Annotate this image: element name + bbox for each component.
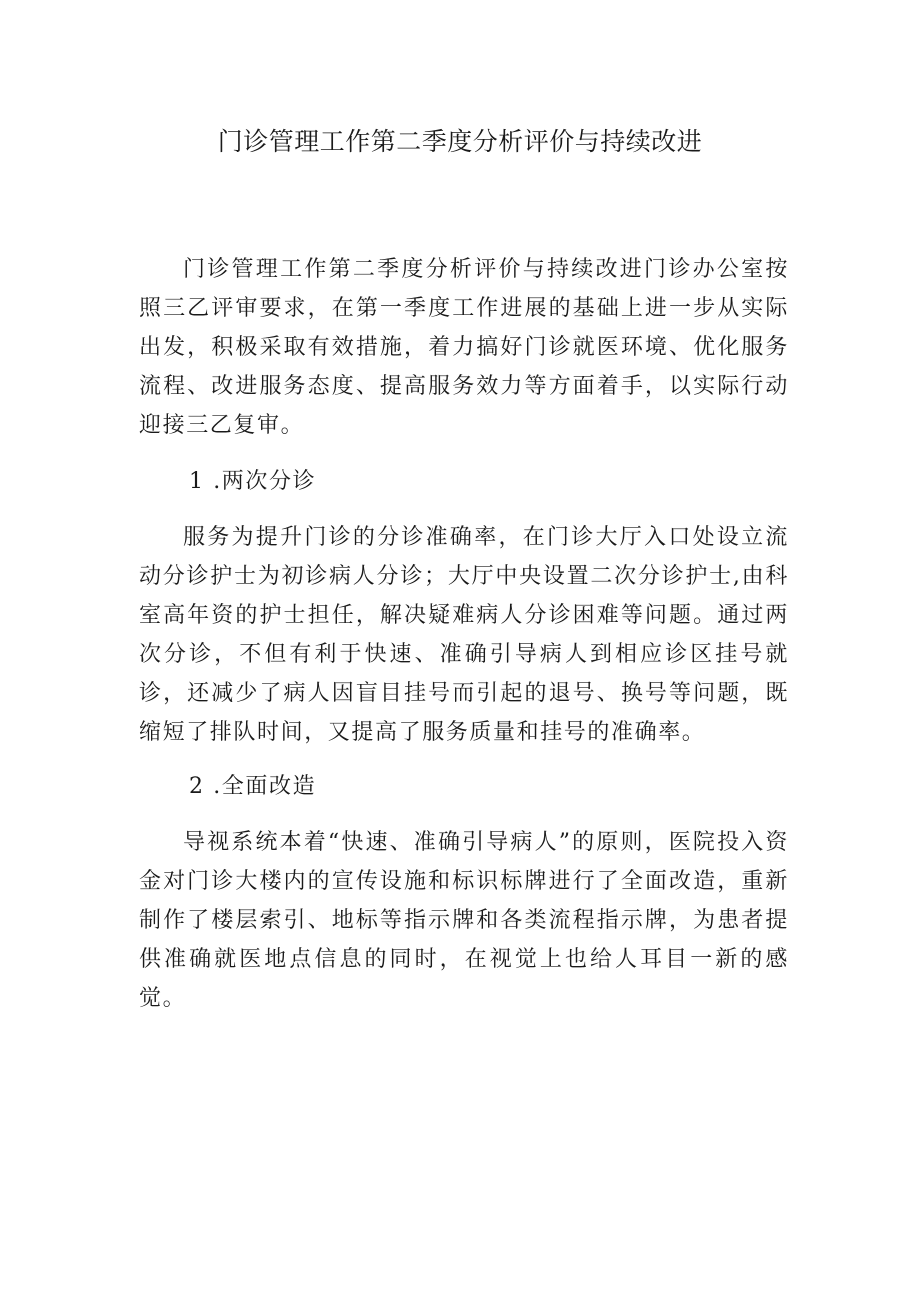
intro-paragraph: 门诊管理工作第二季度分析评价与持续改进门诊办公室按照三乙评审要求，在第一季度工作进展的基础上进一步从实际出发，积极采取有效措施，着力搞好门诊就医环境、优化服务流程、改进服务态度、提高服务效力等方面着手，以实际行动迎接三乙复审。 <box>139 257 789 438</box>
section-heading: 1 .两次分诊 <box>189 469 317 494</box>
section-full-renovation <box>139 767 789 1018</box>
section-paragraph: 服务为提升门诊的分诊准确率，在门诊大厅入口处设立流动分诊护士为初诊病人分诊；大厅中央设置二次分诊护士,由科室高年资的护士担任，解决疑难病人分诊困难等问题。通过两次分诊，不但有利于快速、准确引导病人到相应诊区挂号就诊，还减少了病人因盲目挂号而引起的退号、换号等问题，既缩短了排队时间，又提高了服务质量和挂号的准确率。 <box>139 525 789 745</box>
section-paragraph: 导视系统本着“快速、准确引导病人”的原则，医院投入资金对门诊大楼内的宣传设施和标识标牌进行了全面改造，重新制作了楼层索引、地标等指示牌和各类流程指示牌，为患者提供准确就医地点信息的同时，在视觉上也给人耳目一新的感觉。 <box>139 830 789 1011</box>
section-heading: 2 .全面改造 <box>189 774 317 799</box>
document-body <box>139 250 789 1033</box>
section-two-triage <box>139 462 789 752</box>
document-title: 门诊管理工作第二季度分析评价与持续改进 <box>217 127 703 156</box>
